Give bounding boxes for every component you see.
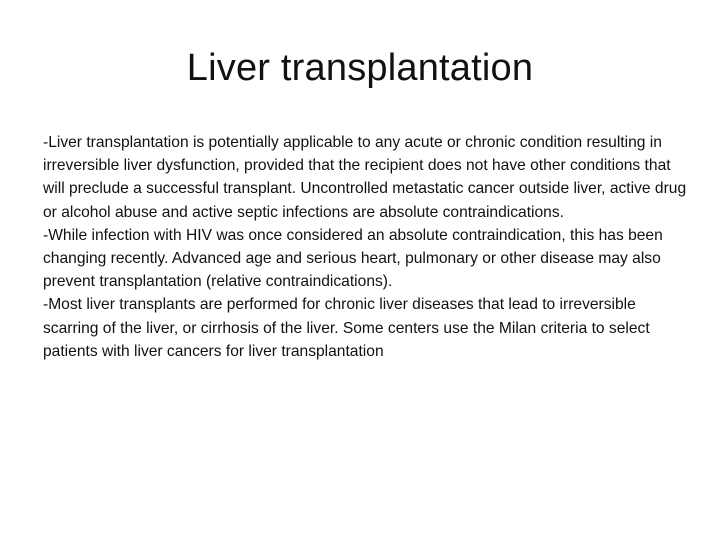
slide-title: Liver transplantation <box>186 47 534 89</box>
paragraph-contraindications: -While infection with HIV was once considered an absolute contraindication, this has been changing recently. Advanced age and serious heart, pulmonary or other disease may also prevent transplantation (relative contraindications). <box>43 226 663 291</box>
slide-body <box>43 131 688 363</box>
paragraph-eligibility: -Liver transplantation is potentially applicable to any acute or chronic condition resulting in irreversible liver dysfunction, provided that the recipient does not have other conditions that will preclude a successful transplant. Uncontrolled metastatic cancer outside liver, active drug or alcohol abuse and active septic infections are absolute contraindications. <box>43 134 687 221</box>
paragraph-indications: -Most liver transplants are performed for chronic liver diseases that lead to irreversible scarring of the liver, or cirrhosis of the liver. Some centers use the Milan criteria to select patients with liver cancers for liver transplantation <box>43 296 650 360</box>
